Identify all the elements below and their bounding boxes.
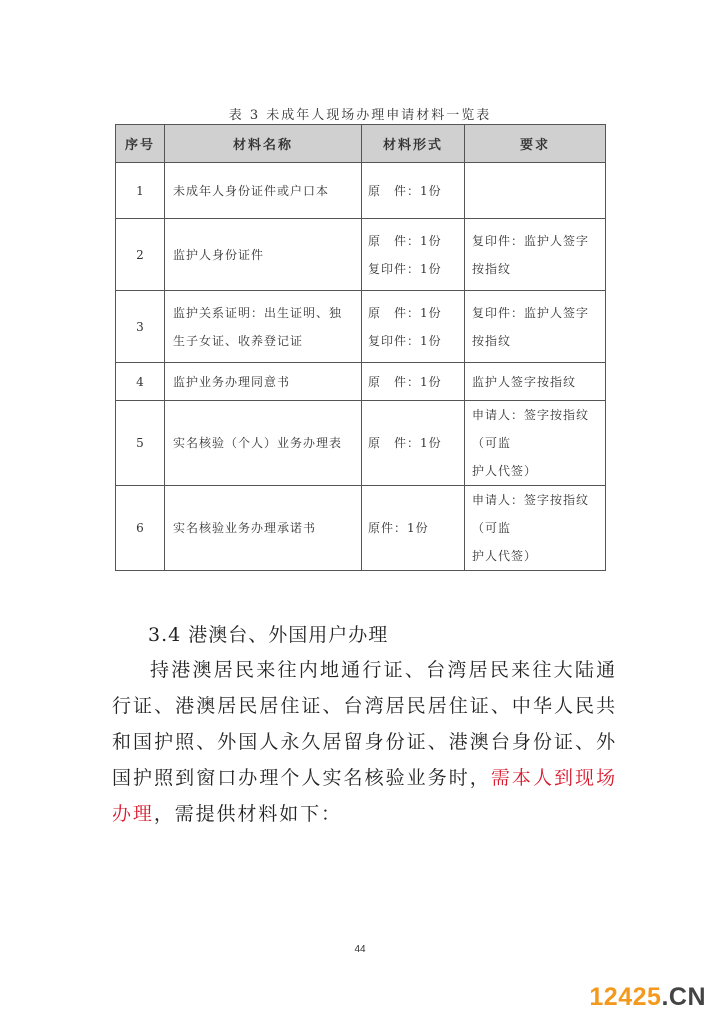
row-number: 6 xyxy=(116,486,165,571)
row-number: 3 xyxy=(116,291,165,363)
material-requirement: 申请人：签字按指纹（可监 护人代签） xyxy=(465,486,606,571)
material-name: 实名核验业务办理承诺书 xyxy=(165,486,362,571)
material-name: 实名核验（个人）业务办理表 xyxy=(165,401,362,486)
row-number: 5 xyxy=(116,401,165,486)
paragraph-text-end: ，需提供材料如下： xyxy=(153,803,342,825)
row-number: 2 xyxy=(116,219,165,291)
watermark-tld: .CN xyxy=(661,983,706,1011)
site-watermark xyxy=(589,983,706,1012)
material-requirement: 复印件：监护人签字按指纹 xyxy=(465,219,606,291)
material-name: 监护关系证明：出生证明、独 生子女证、收养登记证 xyxy=(165,291,362,363)
table-row xyxy=(116,163,606,219)
table-row xyxy=(116,291,606,363)
material-requirement: 申请人：签字按指纹（可监 护人代签） xyxy=(465,401,606,486)
watermark-number: 12425 xyxy=(589,983,662,1011)
material-requirement: 监护人签字按指纹 xyxy=(465,363,606,401)
table-row xyxy=(116,401,606,486)
material-form: 原 件：1份 xyxy=(362,363,465,401)
material-form: 原 件：1份 复印件：1份 xyxy=(362,219,465,291)
material-requirement xyxy=(465,163,606,219)
header-no: 序号 xyxy=(116,125,165,163)
header-name: 材料名称 xyxy=(165,125,362,163)
material-name: 监护业务办理同意书 xyxy=(165,363,362,401)
material-form: 原 件：1份 xyxy=(362,163,465,219)
table-row xyxy=(116,363,606,401)
page-number: 44 xyxy=(354,944,366,955)
material-name: 监护人身份证件 xyxy=(165,219,362,291)
row-number: 1 xyxy=(116,163,165,219)
material-form: 原件：1份 xyxy=(362,486,465,571)
material-form: 原 件：1份 复印件：1份 xyxy=(362,291,465,363)
table-caption: 表 3 未成年人现场办理申请材料一览表 xyxy=(228,108,492,123)
material-name: 未成年人身份证件或户口本 xyxy=(165,163,362,219)
paragraph-highlight: 需本人到现场办理 xyxy=(112,767,617,825)
section-title: 3.4 港澳台、外国用户办理 xyxy=(148,624,389,646)
table-row xyxy=(116,486,606,571)
materials-table xyxy=(115,124,606,571)
row-number: 4 xyxy=(116,363,165,401)
paragraph-text: 持港澳居民来往内地通行证、台湾居民来往大陆通行证、港澳居民居住证、台湾居民居住证、中华人民共和国护照、外国人永久居留身份证、港澳台身份证、外国护照到窗口办理个人实名核验业务时， xyxy=(112,659,617,789)
header-req: 要求 xyxy=(465,125,606,163)
header-form: 材料形式 xyxy=(362,125,465,163)
section-paragraph xyxy=(112,652,617,832)
material-form: 原 件：1份 xyxy=(362,401,465,486)
table-header-row xyxy=(116,125,606,163)
material-requirement: 复印件：监护人签字按指纹 xyxy=(465,291,606,363)
table-row xyxy=(116,219,606,291)
